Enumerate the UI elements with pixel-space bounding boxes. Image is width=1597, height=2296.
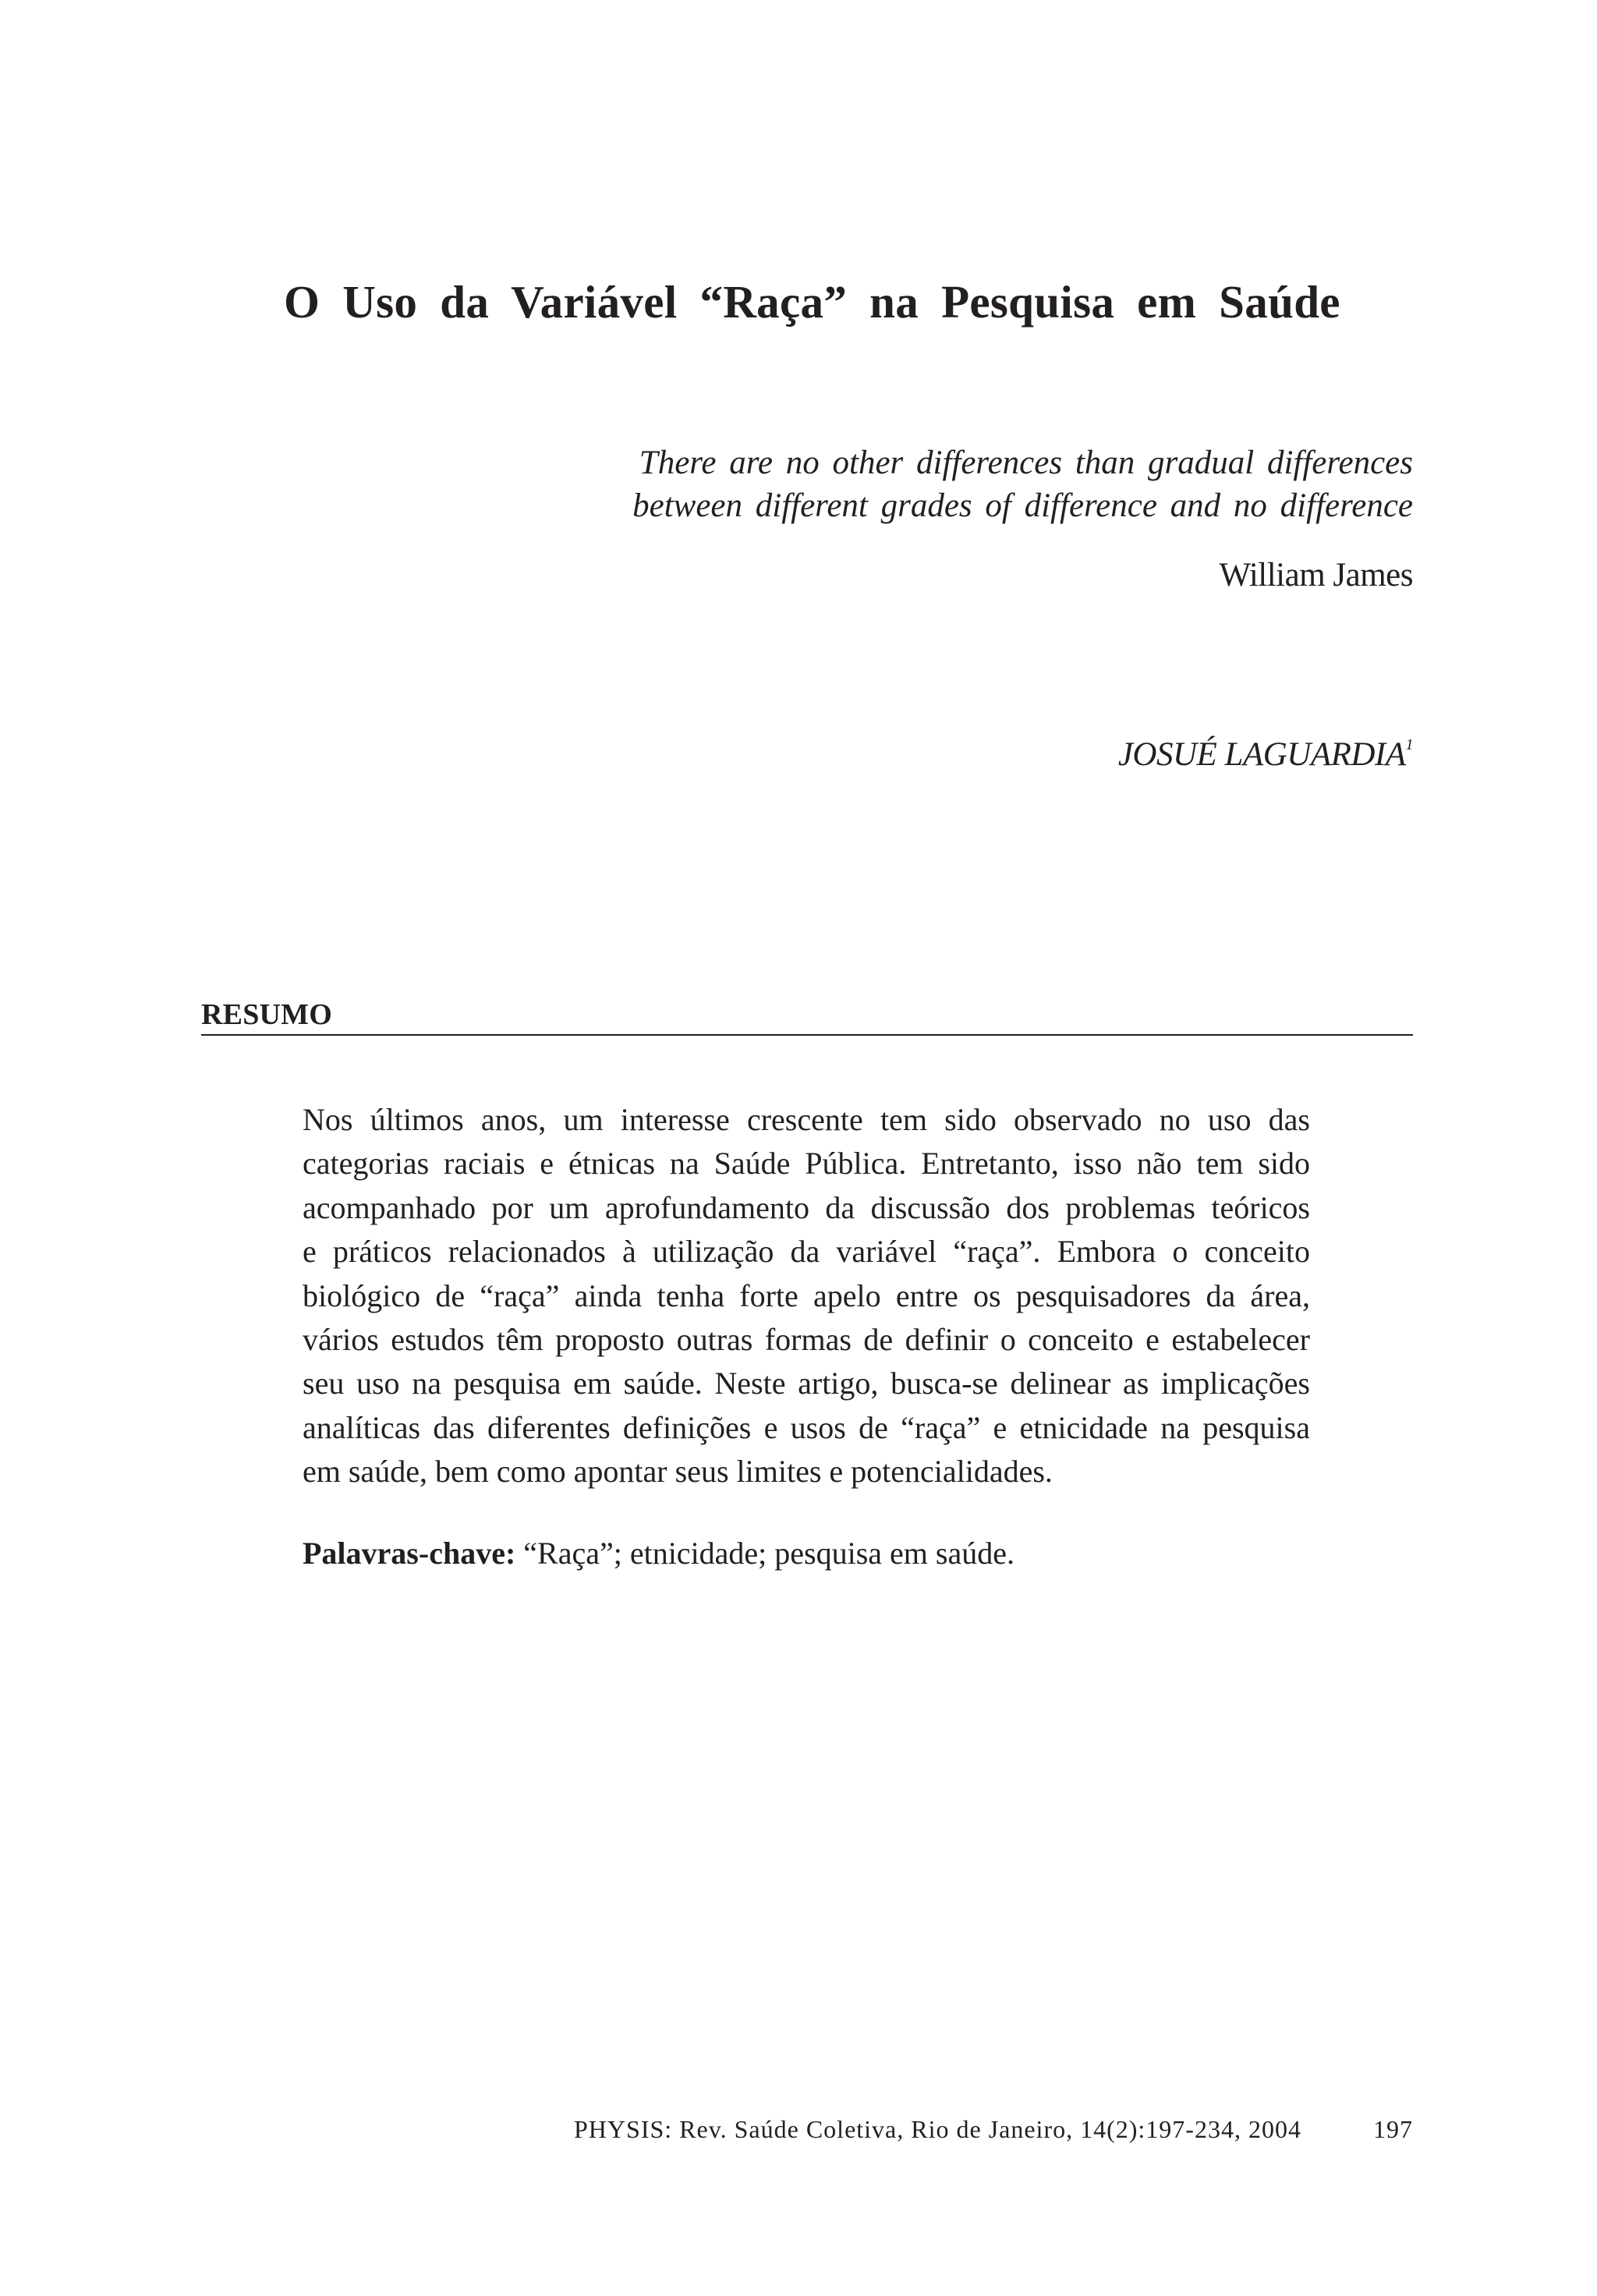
epigraph-line: There are no other differences than gradual differences	[639, 445, 1413, 481]
epigraph-quote	[508, 441, 1413, 527]
abstract-line: Nos últimos anos, um interesse crescente tem sido observado no uso das	[303, 1102, 1310, 1137]
abstract-heading: RESUMO	[201, 998, 332, 1031]
abstract-line: vários estudos têm proposto outras formas de definir o conceito e estabelecer	[303, 1322, 1310, 1358]
keywords	[303, 1532, 1310, 1575]
abstract-line: em saúde, bem como apontar seus limites e potencialidades.	[303, 1454, 1053, 1490]
section-divider	[201, 1034, 1413, 1036]
abstract-line: categorias raciais e étnicas na Saúde Pública. Entretanto, isso não tem sido	[303, 1146, 1310, 1182]
abstract-line: seu uso na pesquisa em saúde. Neste artigo, busca-se delinear as implicações	[303, 1366, 1310, 1401]
keywords-label: Palavras-chave:	[303, 1536, 516, 1571]
epigraph-attribution: William James	[1219, 557, 1413, 593]
page-number: 197	[1373, 2115, 1413, 2143]
author-footnote-mark: 1	[1405, 736, 1413, 753]
article-author	[1118, 724, 1413, 776]
abstract-line: analíticas das diferentes definições e usos de “raça” e etnicidade na pesquisa	[303, 1409, 1310, 1445]
abstract-body	[303, 1098, 1310, 1494]
abstract-line: acompanhado por um aprofundamento da discussão dos problemas teóricos	[303, 1189, 1310, 1225]
author-name: JOSUÉ LAGUARDIA	[1117, 736, 1406, 773]
journal-citation: PHYSIS: Rev. Saúde Coletiva, Rio de Janeiro, 14(2):197-234, 2004	[574, 2115, 1301, 2143]
keywords-list: “Raça”; etnicidade; pesquisa em saúde.	[523, 1536, 1015, 1571]
epigraph-line: between different grades of difference and no difference	[632, 487, 1413, 524]
article-title: O Uso da Variável “Raça” na Pesquisa em Saúde	[284, 276, 1340, 328]
abstract-line: biológico de “raça” ainda tenha forte apelo entre os pesquisadores da área,	[303, 1277, 1310, 1313]
abstract-line: e práticos relacionados à utilização da variável “raça”. Embora o conceito	[303, 1234, 1310, 1270]
